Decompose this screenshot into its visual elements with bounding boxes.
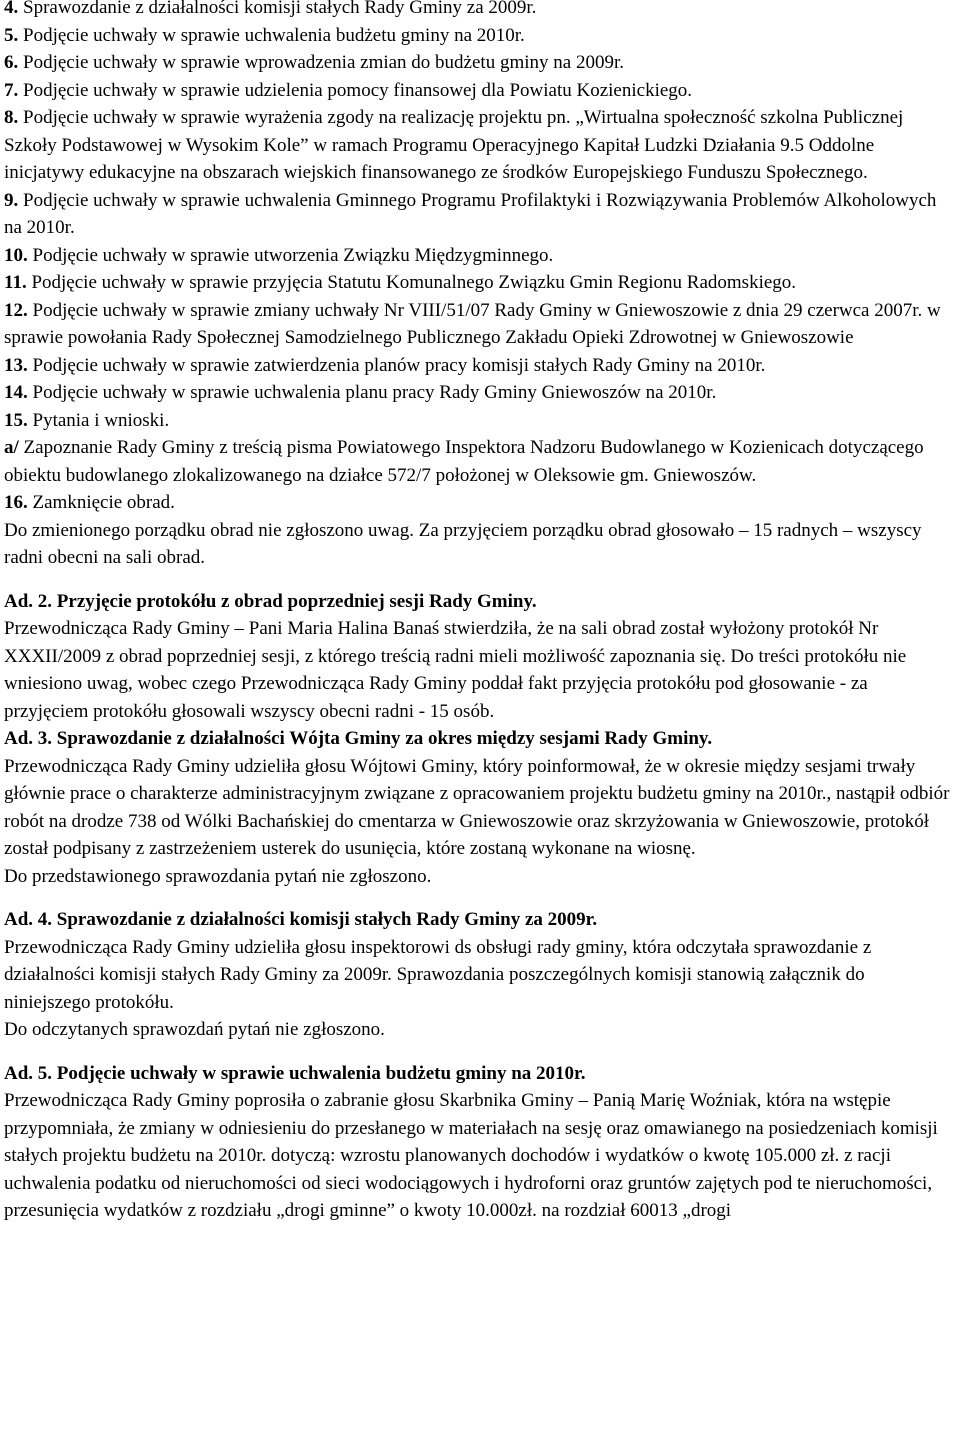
agenda-item-text: Podjęcie uchwały w sprawie utworzenia Związku Międzygminnego. xyxy=(27,244,554,266)
agenda-item xyxy=(4,49,954,77)
agenda-item-text: Zapoznanie Rady Gminy z treścią pisma Powiatowego Inspektora Nadzoru Budowlanego w Kozienicach dotyczącego obiektu budowlanego zlokalizowanego na działce 572/7 położonej w Oleksowie gm. Gniewoszów. xyxy=(4,437,924,486)
agenda-item xyxy=(4,489,954,517)
agenda-item xyxy=(4,269,954,297)
section-heading: Ad. 5. Podjęcie uchwały w sprawie uchwalenia budżetu gminy na 2010r. xyxy=(4,1062,586,1084)
agenda-closing: Do zmienionego porządku obrad nie zgłoszono uwag. Za przyjęciem porządku obrad głosowało – 15 radnych – wszyscy radni obecni na sali obrad. xyxy=(4,519,922,568)
agenda-item-text: Sprawozdanie z działalności komisji stałych Rady Gminy za 2009r. xyxy=(18,0,537,18)
agenda-item-text: Podjęcie uchwały w sprawie wprowadzenia zmian do budżetu gminy na 2009r. xyxy=(18,52,624,73)
section-spacer xyxy=(4,1044,954,1060)
agenda-item-text: Zamknięcie obrad. xyxy=(27,492,175,513)
agenda-item-text: Podjęcie uchwały w sprawie zmiany uchwały Nr VIII/51/07 Rady Gminy w Gniewoszowie z dnia 29 czerwca 2007r. w sprawie powołania Rady Społecznej Samodzielnego Publicznego Zakładu Opieki Zdrowotnej w Gniewoszowie xyxy=(4,299,941,348)
document-page xyxy=(4,0,954,1225)
agenda-item xyxy=(4,77,954,105)
agenda-item-number: 11. xyxy=(4,272,27,293)
agenda-item-number: 16. xyxy=(4,492,28,513)
agenda-item xyxy=(4,297,954,352)
agenda-item-text: Podjęcie uchwały w sprawie uchwalenia budżetu gminy na 2010r. xyxy=(18,24,525,46)
agenda-item-text: Podjęcie uchwały w sprawie uchwalenia planu pracy Rady Gminy Gniewoszów na 2010r. xyxy=(27,382,717,403)
agenda-list xyxy=(4,0,954,572)
agenda-item-text: Podjęcie uchwały w sprawie uchwalenia Gminnego Programu Profilaktyki i Rozwiązywania Problemów Alkoholowych na 2010r. xyxy=(4,189,937,238)
agenda-item xyxy=(4,242,954,270)
section-body: Przewodnicząca Rady Gminy udzieliła głosu Wójtowi Gminy, który poinformował, że w okresie między sesjami trwały głównie prace o charakterze administracyjnym związane z opracowaniem projektu budżetu gminy na 2010r., nastąpił odbiór robót na drodze 738 od Wólki Bachańskiej do cmentarza w Gniewoszowie oraz skrzyżowania w Gniewoszowie, protokół został podpisany z zastrzeżeniem usterek do usunięcia, które zostaną wykonane na wiosnę. xyxy=(4,755,950,859)
agenda-item-text: Pytania i wnioski. xyxy=(27,409,170,431)
agenda-item xyxy=(4,0,954,22)
section-spacer xyxy=(4,890,954,906)
section-ad-4 xyxy=(4,906,954,1044)
agenda-item-number: 6. xyxy=(4,52,19,73)
agenda-item xyxy=(4,104,954,187)
agenda-item-number: 10. xyxy=(4,244,28,266)
agenda-item xyxy=(4,379,954,407)
section-ad-3 xyxy=(4,725,954,890)
agenda-item-text: Podjęcie uchwały w sprawie wyrażenia zgody na realizację projektu pn. „Wirtualna społeczność szkolna Publicznej Szkoły Podstawowej w Wysokim Kole” w ramach Programu Operacyjnego Kapitał Ludzki Działania 9.5 Oddolne inicjatywy edukacyjne na obszarach wiejskich finansowanego ze środków Europejskiego Funduszu Społecznego. xyxy=(4,107,904,183)
agenda-item-text: Podjęcie uchwały w sprawie przyjęcia Statutu Komunalnego Związku Gmin Regionu Radomskiego. xyxy=(26,272,797,293)
section-ad-2 xyxy=(4,588,954,726)
section-closing: Do przedstawionego sprawozdania pytań nie zgłoszono. xyxy=(4,865,432,887)
section-ad-5 xyxy=(4,1060,954,1225)
agenda-item-text: Podjęcie uchwały w sprawie udzielenia pomocy finansowej dla Powiatu Kozienickiego. xyxy=(18,79,693,101)
agenda-item-number: 15. xyxy=(4,409,28,431)
agenda-item xyxy=(4,352,954,380)
section-closing: Do odczytanych sprawozdań pytań nie zgłoszono. xyxy=(4,1019,385,1040)
agenda-item-number: 14. xyxy=(4,382,28,403)
section-body: Przewodnicząca Rady Gminy poprosiła o zabranie głosu Skarbnika Gminy – Panią Marię Woźniak, która na wstępie przypomniała, że zmiany w odniesieniu do przesłanego w materiałach na sesję oraz omawianego na posiedzeniach komisji stałych projektu budżetu na 2010r. dotyczą: wzrostu planowanych dochodów i wydatków o kwotę 105.000 zł. z racji uchwalenia podatku od nieruchomości od sieci wodociągowych i hydroforni oraz gruntów zajętych pod te nieruchomości, przesunięcia wydatków z rozdziału „drogi gminne” o kwoty 10.000zł. na rozdział 60013 „drogi xyxy=(4,1090,938,1221)
agenda-item-number: 7. xyxy=(4,79,19,101)
agenda-item-text: Podjęcie uchwały w sprawie zatwierdzenia planów pracy komisji stałych Rady Gminy na 2010r. xyxy=(27,354,766,376)
agenda-item xyxy=(4,407,954,435)
agenda-item-number: 5. xyxy=(4,24,19,46)
agenda-item-number: 8. xyxy=(4,107,19,128)
agenda-item xyxy=(4,22,954,50)
section-body: Przewodnicząca Rady Gminy udzieliła głosu inspektorowi ds obsługi rady gminy, która odczytała sprawozdanie z działalności komisji stałych Rady Gminy za 2009r. Sprawozdania poszczególnych komisji stanowią załącznik do niniejszego protokółu. xyxy=(4,936,872,1013)
agenda-item-number: 12. xyxy=(4,299,28,321)
section-heading: Ad. 2. Przyjęcie protokółu z obrad poprzedniej sesji Rady Gminy. xyxy=(4,590,537,612)
agenda-item-number: 9. xyxy=(4,189,19,211)
agenda-item xyxy=(4,434,954,489)
agenda-item-number: 13. xyxy=(4,354,28,376)
section-heading: Ad. 4. Sprawozdanie z działalności komisji stałych Rady Gminy za 2009r. xyxy=(4,909,598,930)
agenda-item xyxy=(4,187,954,242)
agenda-item-number: a/ xyxy=(4,437,19,458)
agenda-item-number: 4. xyxy=(4,0,19,18)
section-heading: Ad. 3. Sprawozdanie z działalności Wójta Gminy za okres między sesjami Rady Gminy. xyxy=(4,728,713,749)
section-spacer xyxy=(4,572,954,588)
section-body: Przewodnicząca Rady Gminy – Pani Maria Halina Banaś stwierdziła, że na sali obrad został wyłożony protokół Nr XXXII/2009 z obrad poprzedniej sesji, z którego treścią radni mieli możliwość zapoznania się. Do treści protokółu nie wniesiono uwag, wobec czego Przewodnicząca Rady Gminy poddał fakt przyjęcia protokółu pod głosowanie - za przyjęciem protokółu głosowali wszyscy obecni radni - 15 osób. xyxy=(4,618,907,722)
